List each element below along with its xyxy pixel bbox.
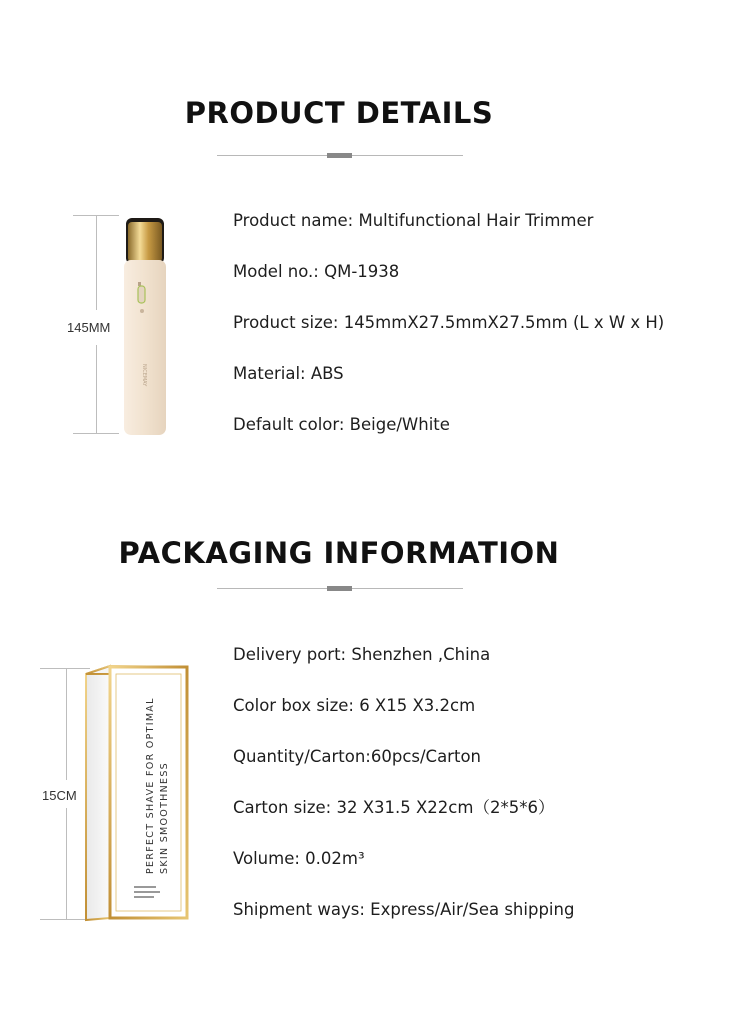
color-box-image <box>84 664 190 922</box>
device-brand-text: NICEMAY <box>141 364 147 387</box>
dimension-bottom-tick <box>73 433 119 434</box>
product-details-title: PRODUCT DETAILS <box>184 96 494 130</box>
box-text-line1: PERFECT SHAVE FOR OPTIMAL <box>145 697 156 874</box>
box-dimension-line-lower <box>66 808 67 919</box>
carton-size: Carton size: 32 X31.5 X22cm（2*5*6） <box>233 798 555 817</box>
volume: Volume: 0.02m³ <box>233 849 365 868</box>
divider-mark <box>327 153 352 158</box>
delivery-port: Delivery port: Shenzhen ,China <box>233 645 491 664</box>
color-box-size: Color box size: 6 X15 X3.2cm <box>233 696 476 715</box>
dimension-line-lower <box>96 345 97 433</box>
box-dimension-top-tick <box>40 668 90 669</box>
material: Material: ABS <box>233 364 344 383</box>
box-text-line2: SKIN SMOOTHNESS <box>159 762 170 874</box>
box-dimension-line-upper <box>66 668 67 780</box>
packaging-divider <box>217 588 463 589</box>
product-dimension-label: 145MM <box>67 320 111 335</box>
packaging-information-title: PACKAGING INFORMATION <box>118 536 560 570</box>
shipment-ways: Shipment ways: Express/Air/Sea shipping <box>233 900 575 919</box>
model-number: Model no.: QM-1938 <box>233 262 400 281</box>
dimension-line-upper <box>96 215 97 310</box>
hair-trimmer-image <box>118 212 172 438</box>
product-size: Product size: 145mmX27.5mmX27.5mm (L x W x H) <box>233 313 665 332</box>
product-details-list <box>233 213 664 468</box>
packaging-info-list <box>233 647 574 953</box>
product-details-divider <box>217 155 463 156</box>
product-name: Product name: Multifunctional Hair Trimmer <box>233 211 594 230</box>
default-color: Default color: Beige/White <box>233 415 450 434</box>
box-dimension-bottom-tick <box>40 919 90 920</box>
box-dimension-label: 15CM <box>42 788 77 803</box>
divider-mark <box>327 586 352 591</box>
quantity-per-carton: Quantity/Carton:60pcs/Carton <box>233 747 481 766</box>
